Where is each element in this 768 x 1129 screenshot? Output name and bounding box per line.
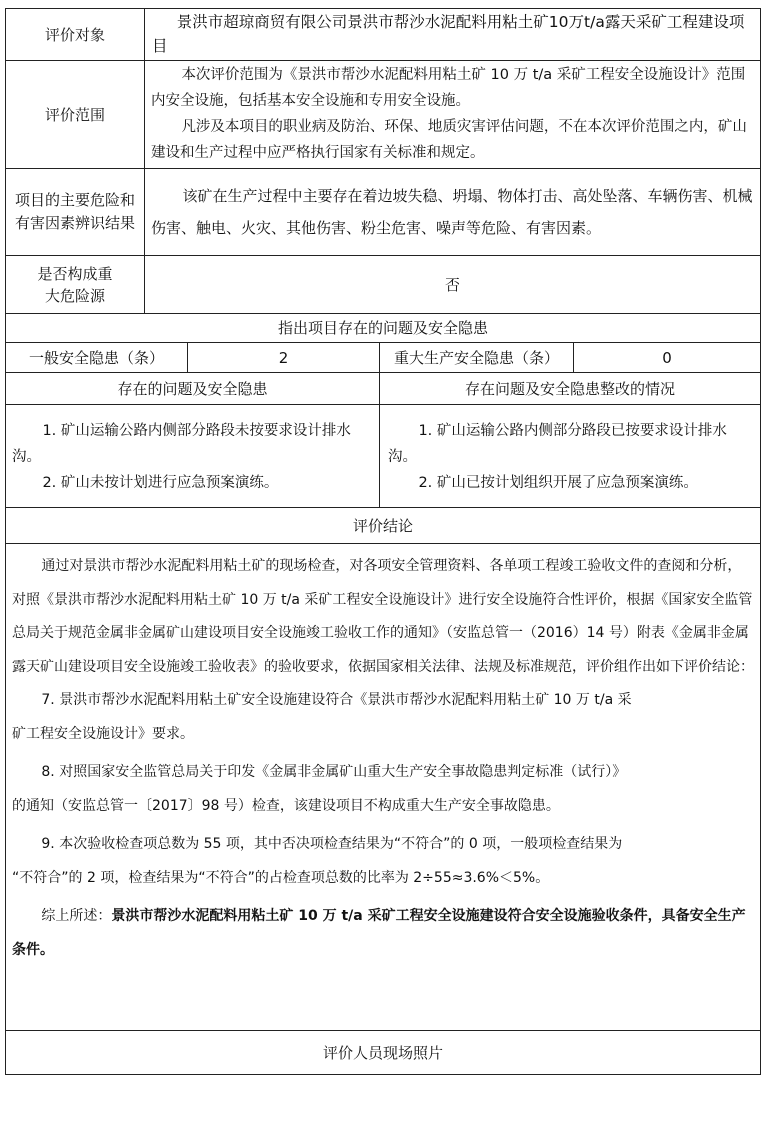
- existing-issues-list: [12, 418, 374, 504]
- label-evaluation-scope: 评价范围: [44, 105, 105, 124]
- existing-issue-item: 1. 矿山运输公路内侧部分路段未按要求设计排水沟。: [12, 423, 351, 465]
- conclusion-item-8-line2: 的通知（安监总管一〔2017〕98 号）检查，该建设项目不构成重大生产安全事故隐患。: [12, 797, 560, 814]
- rectification-item: 2. 矿山已按计划组织开展了应急预案演练。: [418, 475, 698, 491]
- conclusion-summary: [12, 900, 754, 967]
- rectification-item: 1. 矿山运输公路内侧部分路段已按要求设计排水沟。: [388, 423, 727, 465]
- summary-statement: 景洪市帮沙水泥配料用粘土矿 10 万 t/a 采矿工程安全设施建设符合安全设施验收条件，具备安全生产条件。: [12, 908, 746, 958]
- major-hazard-count-value: 0: [662, 348, 672, 367]
- conclusion-item-8-line1: 8. 对照国家安全监管总局关于印发《金属非金属矿山重大生产安全事故隐患判定标准（试行）》: [41, 764, 627, 780]
- border-right: [760, 8, 761, 1075]
- scope-content: [151, 62, 757, 166]
- border-row7: [5, 404, 761, 405]
- label-major-hazard-source: 是否构成重大危险源: [37, 264, 113, 305]
- existing-issue-item: 2. 矿山未按计划进行应急预案演练。: [42, 475, 279, 491]
- general-hazard-count-label: 一般安全隐患（条）: [28, 348, 164, 367]
- conclusion-item-7-line2: 矿工程安全设施设计》要求。: [12, 725, 194, 742]
- conclusion-item-9-line2: “不符合”的 2 项，检查结果为“不符合”的占检查项总数的比率为 2÷55≈3.6%＜5%。: [12, 869, 550, 886]
- conclusion-item-9-line1: 9. 本次验收检查项总数为 55 项，其中否决项检查结果为“不符合”的 0 项，一般项检查结果为: [41, 836, 623, 852]
- border-row9: [5, 543, 761, 544]
- scope-paragraph-2: 凡涉及本项目的职业病及防治、环保、地质灾害评估问题，不在本次评价范围之内，矿山建设和生产过程中应严格执行国家有关标准和规定。: [151, 119, 747, 161]
- summary-prefix: 综上所述：: [41, 908, 112, 924]
- scope-paragraph-1: 本次评价范围为《景洪市帮沙水泥配料用粘土矿 10 万 t/a 采矿工程安全设施设计》范围内安全设施，包括基本安全设施和专用安全设施。: [151, 67, 746, 109]
- major-hazard-count-label: 重大生产安全隐患（条）: [393, 348, 559, 367]
- general-hazard-count-value: 2: [278, 348, 289, 367]
- conclusion-title: 评价结论: [352, 516, 413, 535]
- conclusion-item-7-line1: 7. 景洪市帮沙水泥配料用粘土矿安全设施建设符合《景洪市帮沙水泥配料用粘土矿 10 万 t/a 采: [41, 692, 632, 708]
- rectification-list: [388, 418, 754, 504]
- label-evaluation-object: 评价对象: [44, 25, 105, 44]
- rectification-status-title: 存在问题及安全隐患整改的情况: [464, 379, 675, 398]
- label-hazard-identification: 项目的主要危险和有害因素辨识结果: [14, 191, 135, 232]
- value-major-hazard-source: 否: [444, 275, 460, 294]
- value-evaluation-object: 景洪市超琼商贸有限公司景洪市帮沙水泥配料用粘土矿10万t/a露天采矿工程建设项目: [152, 13, 745, 55]
- site-photos-header: 评价人员现场照片: [322, 1043, 443, 1062]
- conclusion-intro: 通过对景洪市帮沙水泥配料用粘土矿的现场检查，对各项安全管理资料、各单项工程竣工验收文件的查阅和分析，对照《景洪市帮沙水泥配料用粘土矿 10 万 t/a 采矿工程安全设施设计》进行安全设施符合性评价，根据《国家安全监管总局关于规范金属非金属矿山建设项目安全设施竣工验收工作的通知》（安监总管一（2016）14 号）附表《金属非金属露天矿山建设项目安全设施竣工验收表》的验收要求，依据国家相关法律、法规及标准规范，评价组作出如下评价结论：: [12, 558, 754, 675]
- border-bottom: [5, 1074, 761, 1075]
- existing-issues-title: 存在的问题及安全隐患: [117, 379, 268, 398]
- value-hazard-identification: 该矿在生产过程中主要存在着边坡失稳、坍塌、物体打击、高处坠落、车辆伤害、机械伤害、触电、火灾、其他伤害、粉尘危害、噪声等危险、有害因素。: [151, 187, 753, 237]
- conclusion-body: [12, 550, 754, 1025]
- issues-section-header: 指出项目存在的问题及安全隐患: [277, 319, 488, 337]
